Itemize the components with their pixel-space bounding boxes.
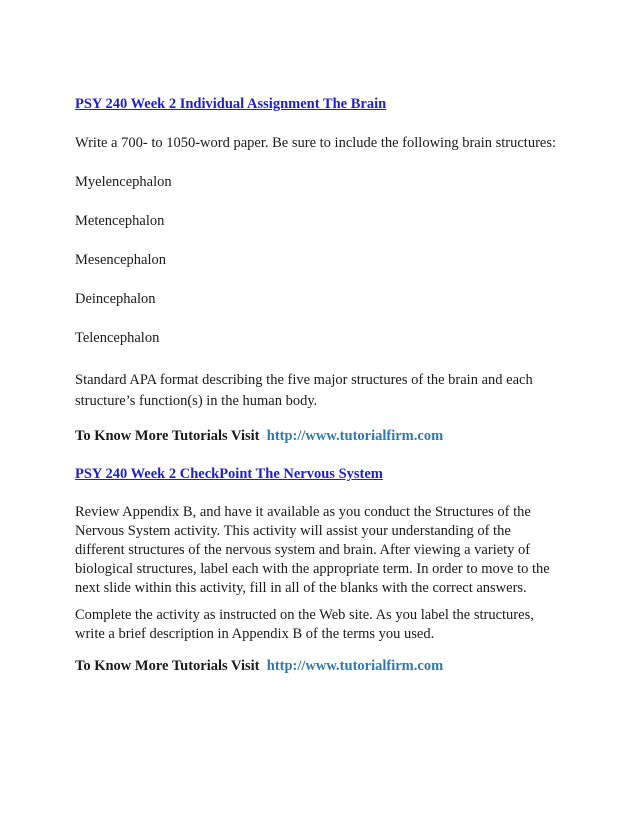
- section1-visit-line: [75, 428, 575, 445]
- paragraph-line: different structures of the nervous system and brain. After viewing a variety of: [75, 542, 531, 558]
- paragraph-line: Nervous System activity. This activity will assist your understanding of the: [75, 523, 511, 539]
- visit-label: To Know More Tutorials Visit: [75, 658, 260, 674]
- section2-visit-line: [75, 658, 575, 675]
- paragraph-line: Complete the activity as instructed on the Web site. As you label the structures,: [75, 607, 534, 623]
- visit-label: To Know More Tutorials Visit: [75, 428, 260, 444]
- brain-structure-item: Metencephalon: [75, 213, 165, 229]
- tutorial-url-link[interactable]: http://www.tutorialfirm.com: [266, 658, 444, 674]
- paragraph-line: biological structures, label each with the appropriate term. In order to move to the: [75, 561, 550, 577]
- paragraph-line: Review Appendix B, and have it available as you conduct the Structures of the: [75, 504, 531, 520]
- paragraph-line: next slide within this activity, fill in all of the blanks with the correct answers.: [75, 580, 527, 596]
- brain-structure-item: Telencephalon: [75, 330, 160, 346]
- section2-heading-link[interactable]: PSY 240 Week 2 CheckPoint The Nervous System: [75, 466, 383, 482]
- brain-structure-item: Deincephalon: [75, 291, 156, 307]
- brain-structure-item: Myelencephalon: [75, 174, 172, 190]
- brain-structure-item: Mesencephalon: [75, 252, 166, 268]
- section1-format-paragraph: [75, 370, 575, 412]
- tutorial-url-link[interactable]: http://www.tutorialfirm.com: [266, 428, 444, 444]
- section2-paragraph-1: [75, 503, 575, 598]
- paragraph-line: write a brief description in Appendix B of the terms you used.: [75, 626, 435, 642]
- format-line: structure’s function(s) in the human body.: [75, 393, 318, 409]
- section1-intro: Write a 700- to 1050-word paper. Be sure to include the following brain structures:: [75, 135, 557, 151]
- section2-paragraph-2: [75, 606, 575, 644]
- section1-heading-link[interactable]: PSY 240 Week 2 Individual Assignment The Brain: [75, 96, 387, 112]
- format-line: Standard APA format describing the five major structures of the brain and each: [75, 372, 533, 388]
